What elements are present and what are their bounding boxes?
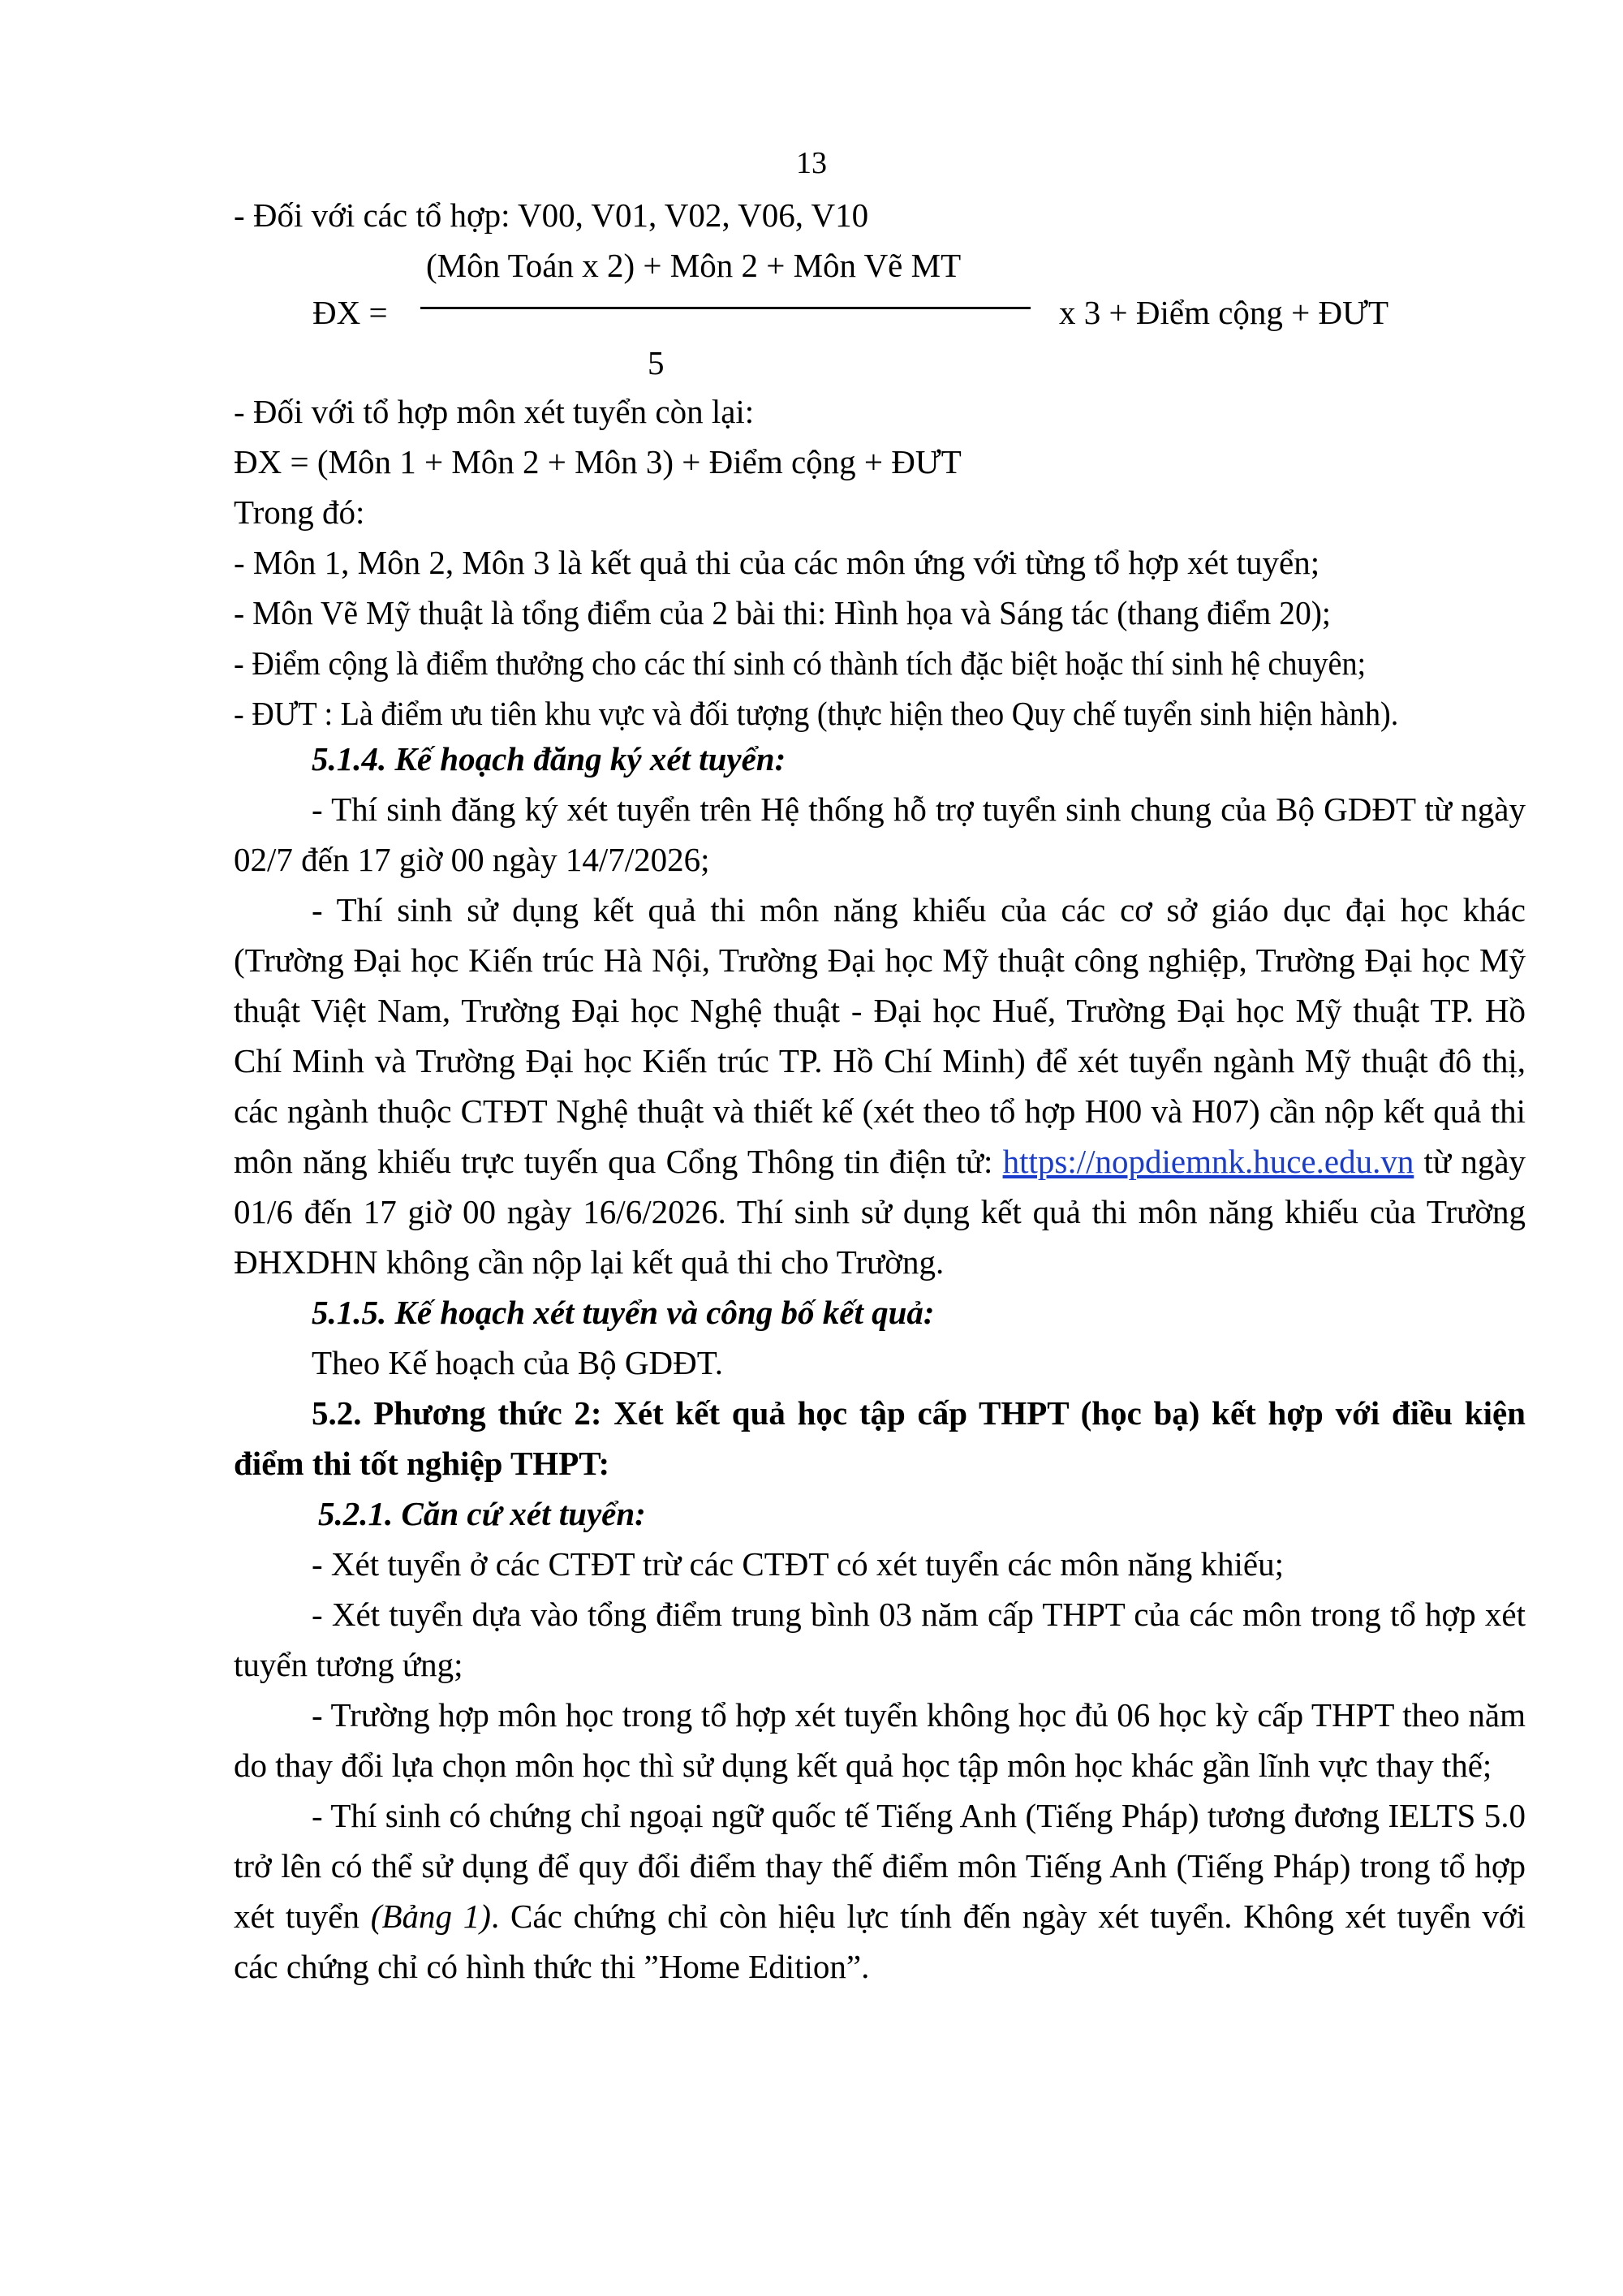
formula-v-denominator: 5 bbox=[648, 344, 665, 381]
table-1-reference: (Bảng 1) bbox=[370, 1898, 491, 1935]
section-515-heading: 5.1.5. Kế hoạch xét tuyển và công bố kết quả: bbox=[312, 1294, 935, 1331]
section-514-para2-text: - Thí sinh sử dụng kết quả thi môn năng khiếu của các cơ sở giáo dục đại học khác (Trường Đại học Kiến trúc Hà Nội, Trường Đại học Mỹ thuật công nghiệp, Trường Đại học Mỹ thuật Việt Nam, Trường Đại học Nghệ thuật - Đại học Huế, Trường Đại học Mỹ thuật TP. Hồ Chí Minh và Trường Đại học Kiến trúc TP. Hồ Chí Minh) để xét tuyển ngành Mỹ thuật đô thị, các ngành thuộc CTĐT Nghệ thuật và thiết kế (xét theo tổ hợp H00 và H07) cần nộp kết quả thi môn năng khiếu trực tuyến qua Cổng Thông tin điện tử: bbox=[234, 891, 1526, 1180]
section-521-p3: - Trường hợp môn học trong tổ hợp xét tuyển không học đủ 06 học kỳ cấp THPT theo năm do thay đổi lựa chọn môn học thì sử dụng kết quả học tập môn học khác gần lĩnh vực thay thế; bbox=[234, 1696, 1526, 1784]
formula-rest-intro: - Đối với tổ hợp môn xét tuyển còn lại: bbox=[234, 393, 755, 430]
formula-rest-item-text: - Môn Vẽ Mỹ thuật là tổng điểm của 2 bài thi: Hình họa và Sáng tác (thang điểm 20); bbox=[234, 594, 1331, 631]
page-number: 13 bbox=[796, 146, 827, 180]
section-521-p2: - Xét tuyển dựa vào tổng điểm trung bình 03 năm cấp THPT của các môn trong tổ hợp xét tuyển tương ứng; bbox=[234, 1596, 1526, 1683]
formula-v-numerator: (Môn Toán x 2) + Môn 2 + Môn Vẽ MT bbox=[426, 247, 962, 284]
formula-rest-formula: ĐX = (Môn 1 + Môn 2 + Môn 3) + Điểm cộng + ĐƯT bbox=[234, 443, 962, 480]
section-521-p1: - Xét tuyển ở các CTĐT trừ các CTĐT có xét tuyển các môn năng khiếu; bbox=[312, 1545, 1284, 1583]
section-521-p4 bbox=[234, 1790, 1526, 1992]
fraction-bar bbox=[420, 307, 1031, 309]
section-521-p4-text: - Thí sinh có chứng chỉ ngoại ngữ quốc tế Tiếng Anh (Tiếng Pháp) tương đương IELTS 5.0 trở lên có thể sử dụng để quy đổi điểm thay thế điểm môn Tiếng Anh (Tiếng Pháp) trong tổ hợp xét tuyển bbox=[234, 1797, 1526, 1935]
formula-v-tail: x 3 + Điểm cộng + ĐƯT bbox=[1059, 294, 1388, 331]
section-521-heading: 5.2.1. Căn cứ xét tuyển: bbox=[318, 1495, 646, 1532]
section-52-heading: 5.2. Phương thức 2: Xét kết quả học tập cấp THPT (học bạ) kết hợp với điều kiện điểm thi tốt nghiệp THPT: bbox=[234, 1394, 1526, 1482]
formula-rest-item bbox=[234, 688, 1526, 739]
main-content bbox=[234, 734, 1526, 1992]
formula-rest-item-text: - Điểm cộng là điểm thưởng cho các thí sinh có thành tích đặc biệt hoặc thí sinh hệ chuyên; bbox=[234, 644, 1367, 682]
formula-rest-item bbox=[234, 588, 1526, 638]
section-514-para2 bbox=[234, 885, 1526, 1287]
section-514-heading: 5.1.4. Kế hoạch đăng ký xét tuyển: bbox=[312, 740, 786, 778]
section-515-body: Theo Kế hoạch của Bộ GDĐT. bbox=[312, 1344, 724, 1381]
formula-rest-section bbox=[234, 386, 1526, 739]
formula-v-label: ĐX = bbox=[312, 294, 388, 331]
section-514-para1: - Thí sinh đăng ký xét tuyển trên Hệ thống hỗ trợ tuyển sinh chung của Bộ GDĐT từ ngày 02/7 đến 17 giờ 00 ngày 14/7/2026; bbox=[234, 790, 1526, 878]
section-521-p4-tail: . Các chứng chỉ còn hiệu lực tính đến ngày xét tuyển. Không xét tuyển với các chứng chỉ có hình thức thi ”Home Edition”. bbox=[234, 1898, 1526, 1985]
nopdiemnk-link[interactable]: https://nopdiemnk.huce.edu.vn bbox=[1002, 1143, 1414, 1180]
formula-rest-item bbox=[234, 638, 1526, 688]
formula-v-intro: - Đối với các tổ hợp: V00, V01, V02, V06, V10 bbox=[234, 196, 869, 234]
formula-rest-item: - Môn 1, Môn 2, Môn 3 là kết quả thi của các môn ứng với từng tổ hợp xét tuyển; bbox=[234, 544, 1320, 581]
formula-rest-where: Trong đó: bbox=[234, 493, 365, 531]
formula-rest-item-text: - ĐƯT : Là điểm ưu tiên khu vực và đối tượng (thực hiện theo Quy chế tuyển sinh hiện hành). bbox=[234, 695, 1399, 732]
section-514-para2-tail: từ ngày 01/6 đến 17 giờ 00 ngày 16/6/2026. Thí sinh sử dụng kết quả thi môn năng khiếu của Trường ĐHXDHN không cần nộp lại kết quả thi cho Trường. bbox=[234, 1143, 1526, 1281]
